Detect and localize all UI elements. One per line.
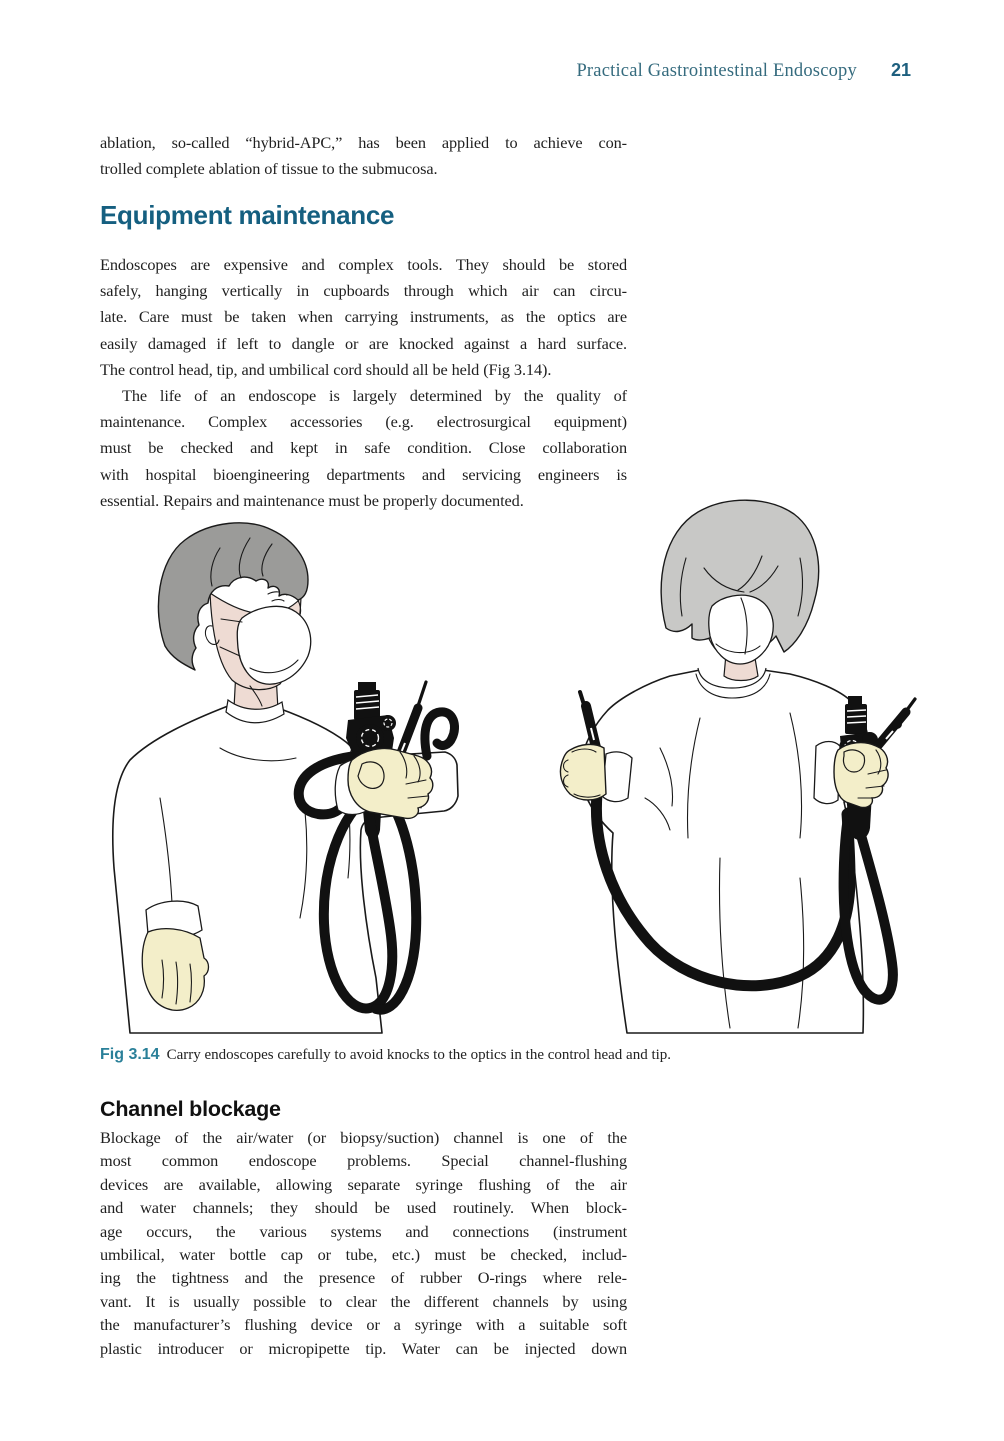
- body-line: ablation, so-called “hybrid-APC,” has been applied to achieve con-: [100, 133, 627, 152]
- body-line: age occurs, the various systems and connections (instrument: [100, 1221, 627, 1241]
- figure-caption: [100, 1046, 840, 1064]
- page-header: [576, 60, 911, 82]
- body-line: trolled complete ablation of tissue to the submucosa.: [100, 159, 438, 179]
- body-line: most common endoscope problems. Special channel-flushing: [100, 1151, 627, 1171]
- body-line: essential. Repairs and maintenance must be properly documented.: [100, 490, 524, 510]
- figure-3-14-illustration: [100, 498, 945, 1043]
- figure-caption-text: Carry endoscopes carefully to avoid knocks to the optics in the control head and tip.: [166, 1047, 672, 1063]
- page-number: 21: [890, 60, 911, 80]
- body-line: easily damaged if left to dangle or are knocked against a hard surface.: [100, 333, 627, 353]
- body-line: ing the tightness and the presence of rubber O-rings where rele-: [100, 1268, 627, 1288]
- equipment-maintenance-text: [100, 252, 627, 514]
- body-line: and water channels; they should be used routinely. When block-: [100, 1198, 627, 1218]
- body-line: devices are available, allowing separate syringe flushing of the air: [100, 1174, 627, 1194]
- body-line: umbilical, water bottle cap or tube, etc.) must be checked, includ-: [100, 1245, 627, 1265]
- body-line: The life of an endoscope is largely determined by the quality of: [122, 386, 627, 406]
- body-line: maintenance. Complex accessories (e.g. electrosurgical equipment): [100, 412, 627, 432]
- body-line: late. Care must be taken when carrying instruments, as the optics are: [100, 307, 627, 327]
- body-line: vant. It is usually possible to clear the different channels by using: [100, 1291, 627, 1311]
- body-line: the manufacturer’s flushing device or a syringe with a suitable soft: [100, 1315, 627, 1335]
- body-line: must be checked and kept in safe condition. Close collaboration: [100, 438, 627, 458]
- body-line: with hospital bioengineering departments and servicing engineers is: [100, 464, 627, 484]
- body-line: Blockage of the air/water (or biopsy/suction) channel is one of the: [100, 1128, 627, 1147]
- figure-3-14: [100, 498, 945, 1043]
- body-line: The control head, tip, and umbilical cord should all be held (Fig 3.14).: [100, 359, 552, 379]
- body-line: Endoscopes are expensive and complex tools. They should be stored: [100, 255, 627, 274]
- section-heading-channel-blockage: Channel blockage: [100, 1097, 281, 1121]
- intro-paragraph: [100, 130, 627, 182]
- channel-blockage-text: [100, 1126, 627, 1360]
- figure-caption-label: Fig 3.14: [100, 1046, 160, 1063]
- running-head: Practical Gastrointestinal Endoscopy: [576, 61, 857, 81]
- body-line: safely, hanging vertically in cupboards through which air can circu-: [100, 281, 627, 301]
- section-heading-equipment-maintenance: Equipment maintenance: [100, 200, 395, 230]
- body-line: plastic introducer or micropipette tip. Water can be injected down: [100, 1338, 627, 1358]
